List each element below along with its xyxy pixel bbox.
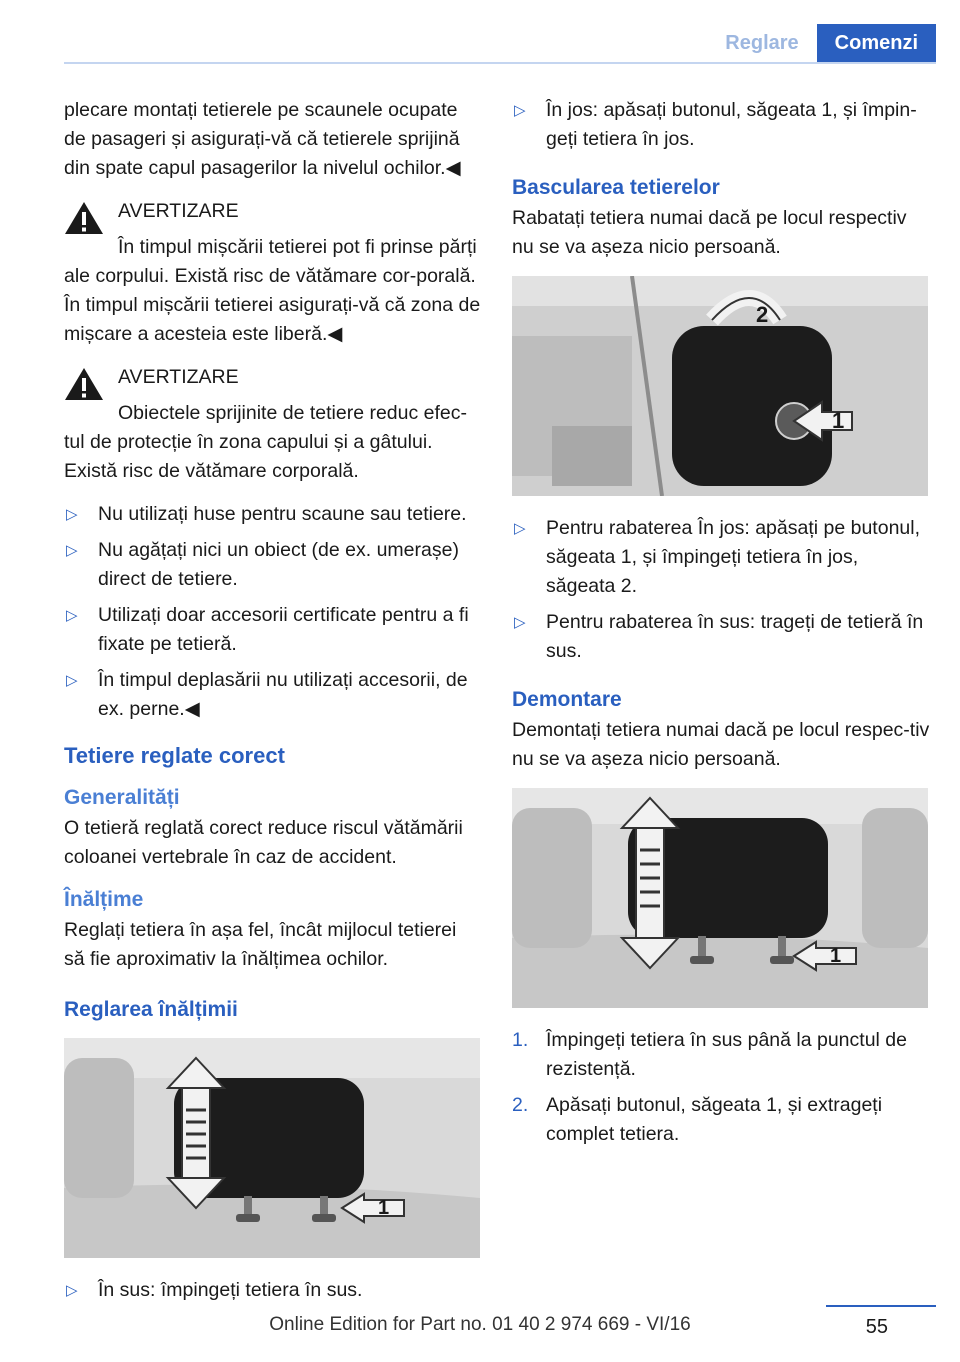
- list-item: ▷ Pentru rabaterea În jos: apăsați pe butonul, săgeata 1, și împingeți tetiera în jos, săgeata 2.: [512, 514, 930, 601]
- tab-reglare[interactable]: Reglare: [707, 24, 816, 62]
- list-item: ▷ În sus: împingeți tetiera în sus.: [64, 1276, 482, 1305]
- list-item: ▷ Nu utilizați huse pentru scaune sau tetiere.: [64, 500, 482, 529]
- figure-arrow-label: 1: [378, 1197, 390, 1219]
- triangle-bullet-icon: ▷: [66, 1282, 78, 1299]
- headrest-tilt-figure: [512, 276, 928, 496]
- header-divider: [64, 62, 936, 64]
- heading-inaltime: Înălțime: [64, 888, 144, 911]
- list-item: 1. Împingeți tetiera în sus până la punctul de rezistență.: [512, 1026, 930, 1084]
- accessory-list: [64, 500, 482, 724]
- step-number: 1.: [512, 1029, 529, 1051]
- tilt-list: [512, 514, 930, 666]
- heading-tetiere-reglate: Tetiere reglate corect: [64, 743, 285, 768]
- warning-block-1: [64, 197, 482, 349]
- warning-triangle-icon: [64, 201, 104, 235]
- figure-arrow-label: 1: [832, 408, 845, 433]
- intro-paragraph: plecare montați tetierele pe scaunele ocupate de pasageri și asigurați-vă că tetierele sprijină din spate capul pasagerilor la nivelul ochilor.◀: [64, 99, 461, 179]
- warning-title: AVERTIZARE: [118, 200, 239, 222]
- list-item: ▷ Nu agățați nici un obiect (de ex. umerașe) direct de tetiere.: [64, 536, 482, 594]
- list-item: ▷ În jos: apăsați butonul, săgeata 1, și împin-geți tetiera în jos.: [512, 96, 930, 154]
- warning-title: AVERTIZARE: [118, 366, 239, 388]
- height-list: [64, 1276, 482, 1305]
- height-list-continued: [512, 96, 930, 154]
- right-column: [512, 96, 930, 1156]
- headrest-height-figure: [64, 1038, 480, 1258]
- heading-bascularea: Bascularea tetierelor: [512, 176, 720, 199]
- paragraph-generalitati: O tetieră reglată corect reduce riscul vătămării coloanei vertebrale în caz de accident.: [64, 817, 463, 868]
- triangle-bullet-icon: ▷: [66, 607, 78, 624]
- tab-comenzi[interactable]: Comenzi: [817, 24, 936, 62]
- warning-block-2: [64, 363, 482, 486]
- header-tabs: [707, 24, 936, 62]
- footer-edition: Online Edition for Part no. 01 40 2 974 669 - VI/16: [269, 1314, 691, 1335]
- triangle-bullet-icon: ▷: [514, 520, 526, 537]
- triangle-bullet-icon: ▷: [514, 614, 526, 631]
- paragraph-demontare: Demontați tetiera numai dacă pe locul respec-tiv nu se va așeza nicio persoană.: [512, 719, 930, 770]
- heading-reglarea-inaltimii: Reglarea înălțimii: [64, 998, 238, 1021]
- footer-divider: [826, 1305, 936, 1307]
- warning-text: În timpul mișcării tetierei pot fi prinse părți ale corpului. Există risc de vătămare cor-porală. În timpul mișcării tetierei asigurați-vă că zona de mișcare a acesteia este liberă.◀: [64, 236, 481, 345]
- list-item: ▷ În timpul deplasării nu utilizați accesorii, de ex. perne.◀: [64, 666, 482, 724]
- warning-text: Obiectele sprijinite de tetiere reduc efec-tul de protecție în zona capului și a gâtului. Există risc de vătămare corporală.: [64, 402, 468, 482]
- list-item: ▷ Utilizați doar accesorii certificate pentru a fi fixate pe tetieră.: [64, 601, 482, 659]
- page-number: 55: [865, 1316, 888, 1338]
- triangle-bullet-icon: ▷: [66, 672, 78, 689]
- headrest-removal-figure: [512, 788, 928, 1008]
- removal-steps: [512, 1026, 930, 1149]
- paragraph-bascularea: Rabatați tetiera numai dacă pe locul respectiv nu se va așeza nicio persoană.: [512, 207, 907, 258]
- step-number: 2.: [512, 1094, 529, 1116]
- warning-triangle-icon: [64, 367, 104, 401]
- figure-arrow-label: 1: [830, 945, 842, 967]
- heading-generalitati: Generalități: [64, 786, 180, 809]
- figure-arrow-label: 2: [756, 302, 769, 327]
- list-item: 2. Apăsați butonul, săgeata 1, și extrageți complet tetiera.: [512, 1091, 930, 1149]
- triangle-bullet-icon: ▷: [514, 102, 526, 119]
- paragraph-inaltime: Reglați tetiera în așa fel, încât mijlocul tetierei să fie aproximativ la înălțimea ochilor.: [64, 919, 457, 970]
- triangle-bullet-icon: ▷: [66, 542, 78, 559]
- triangle-bullet-icon: ▷: [66, 506, 78, 523]
- left-column: [64, 96, 482, 1313]
- list-item: ▷ Pentru rabaterea în sus: trageți de tetieră în sus.: [512, 608, 930, 666]
- heading-demontare: Demontare: [512, 688, 622, 711]
